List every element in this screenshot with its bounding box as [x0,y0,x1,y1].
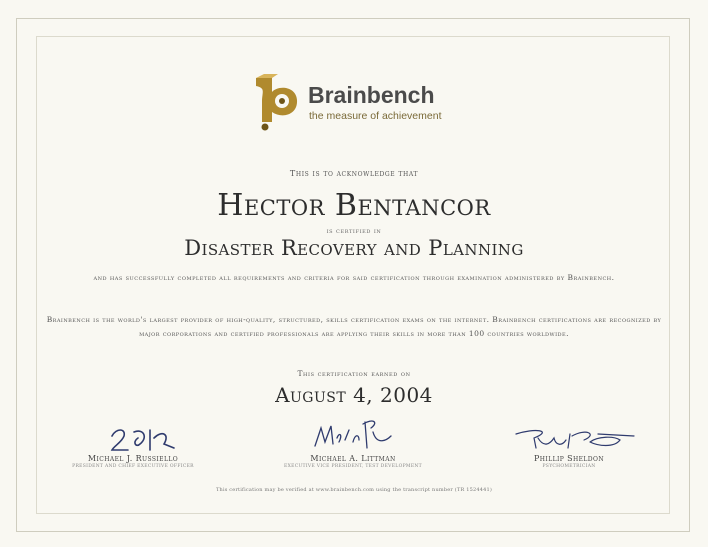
signature-3-image [494,424,644,454]
logo-name: Brainbench [308,82,435,108]
signature-block-2 [268,418,438,469]
recipient-name: Hector Bentancor [217,188,491,223]
certification-subject: Disaster Recovery and Planning [184,236,524,260]
certified-in-text: is certified in [326,227,382,235]
certification-date: August 4, 2004 [275,383,433,407]
signature-3-name: Phillip Sheldon [534,454,604,463]
signature-1-image [78,424,188,454]
signature-1-name: Michael J. Russiello [87,454,179,463]
signature-2-title: EXECUTIVE VICE PRESIDENT, TEST DEVELOPMENT [284,464,422,469]
signature-2-name: Michael A. Littman [310,454,396,463]
completion-statement: and has successfully completed all requirements and criteria for said certification through examination administered by Brainbench. [93,273,615,282]
about-brainbench-text: Brainbench is the world's largest provider of high-quality, structured, skills certification exams on the internet. Brainbench certifications are recognized by major corporations and certified professionals are applying their skills in more than 100 countries worldwide. [46,315,662,338]
signature-block-3 [484,424,654,469]
acknowledge-text: This is to acknowledge that [289,169,419,178]
logo-tagline: the measure of achievement [309,110,442,122]
signature-3-title: PSYCHOMETRICIAN [542,464,596,469]
signature-2-image [293,418,413,454]
earned-on-label: This certification earned on [297,369,411,378]
signature-block-1 [48,424,218,469]
brainbench-logo [252,72,462,132]
signature-1-title: PRESIDENT AND CHIEF EXECUTIVE OFFICER [72,464,194,469]
verification-note: This certification may be verified at www.brainbench.com using the transcript number (TR 1524441) [215,487,493,493]
brainbench-logo-icon [252,72,302,132]
